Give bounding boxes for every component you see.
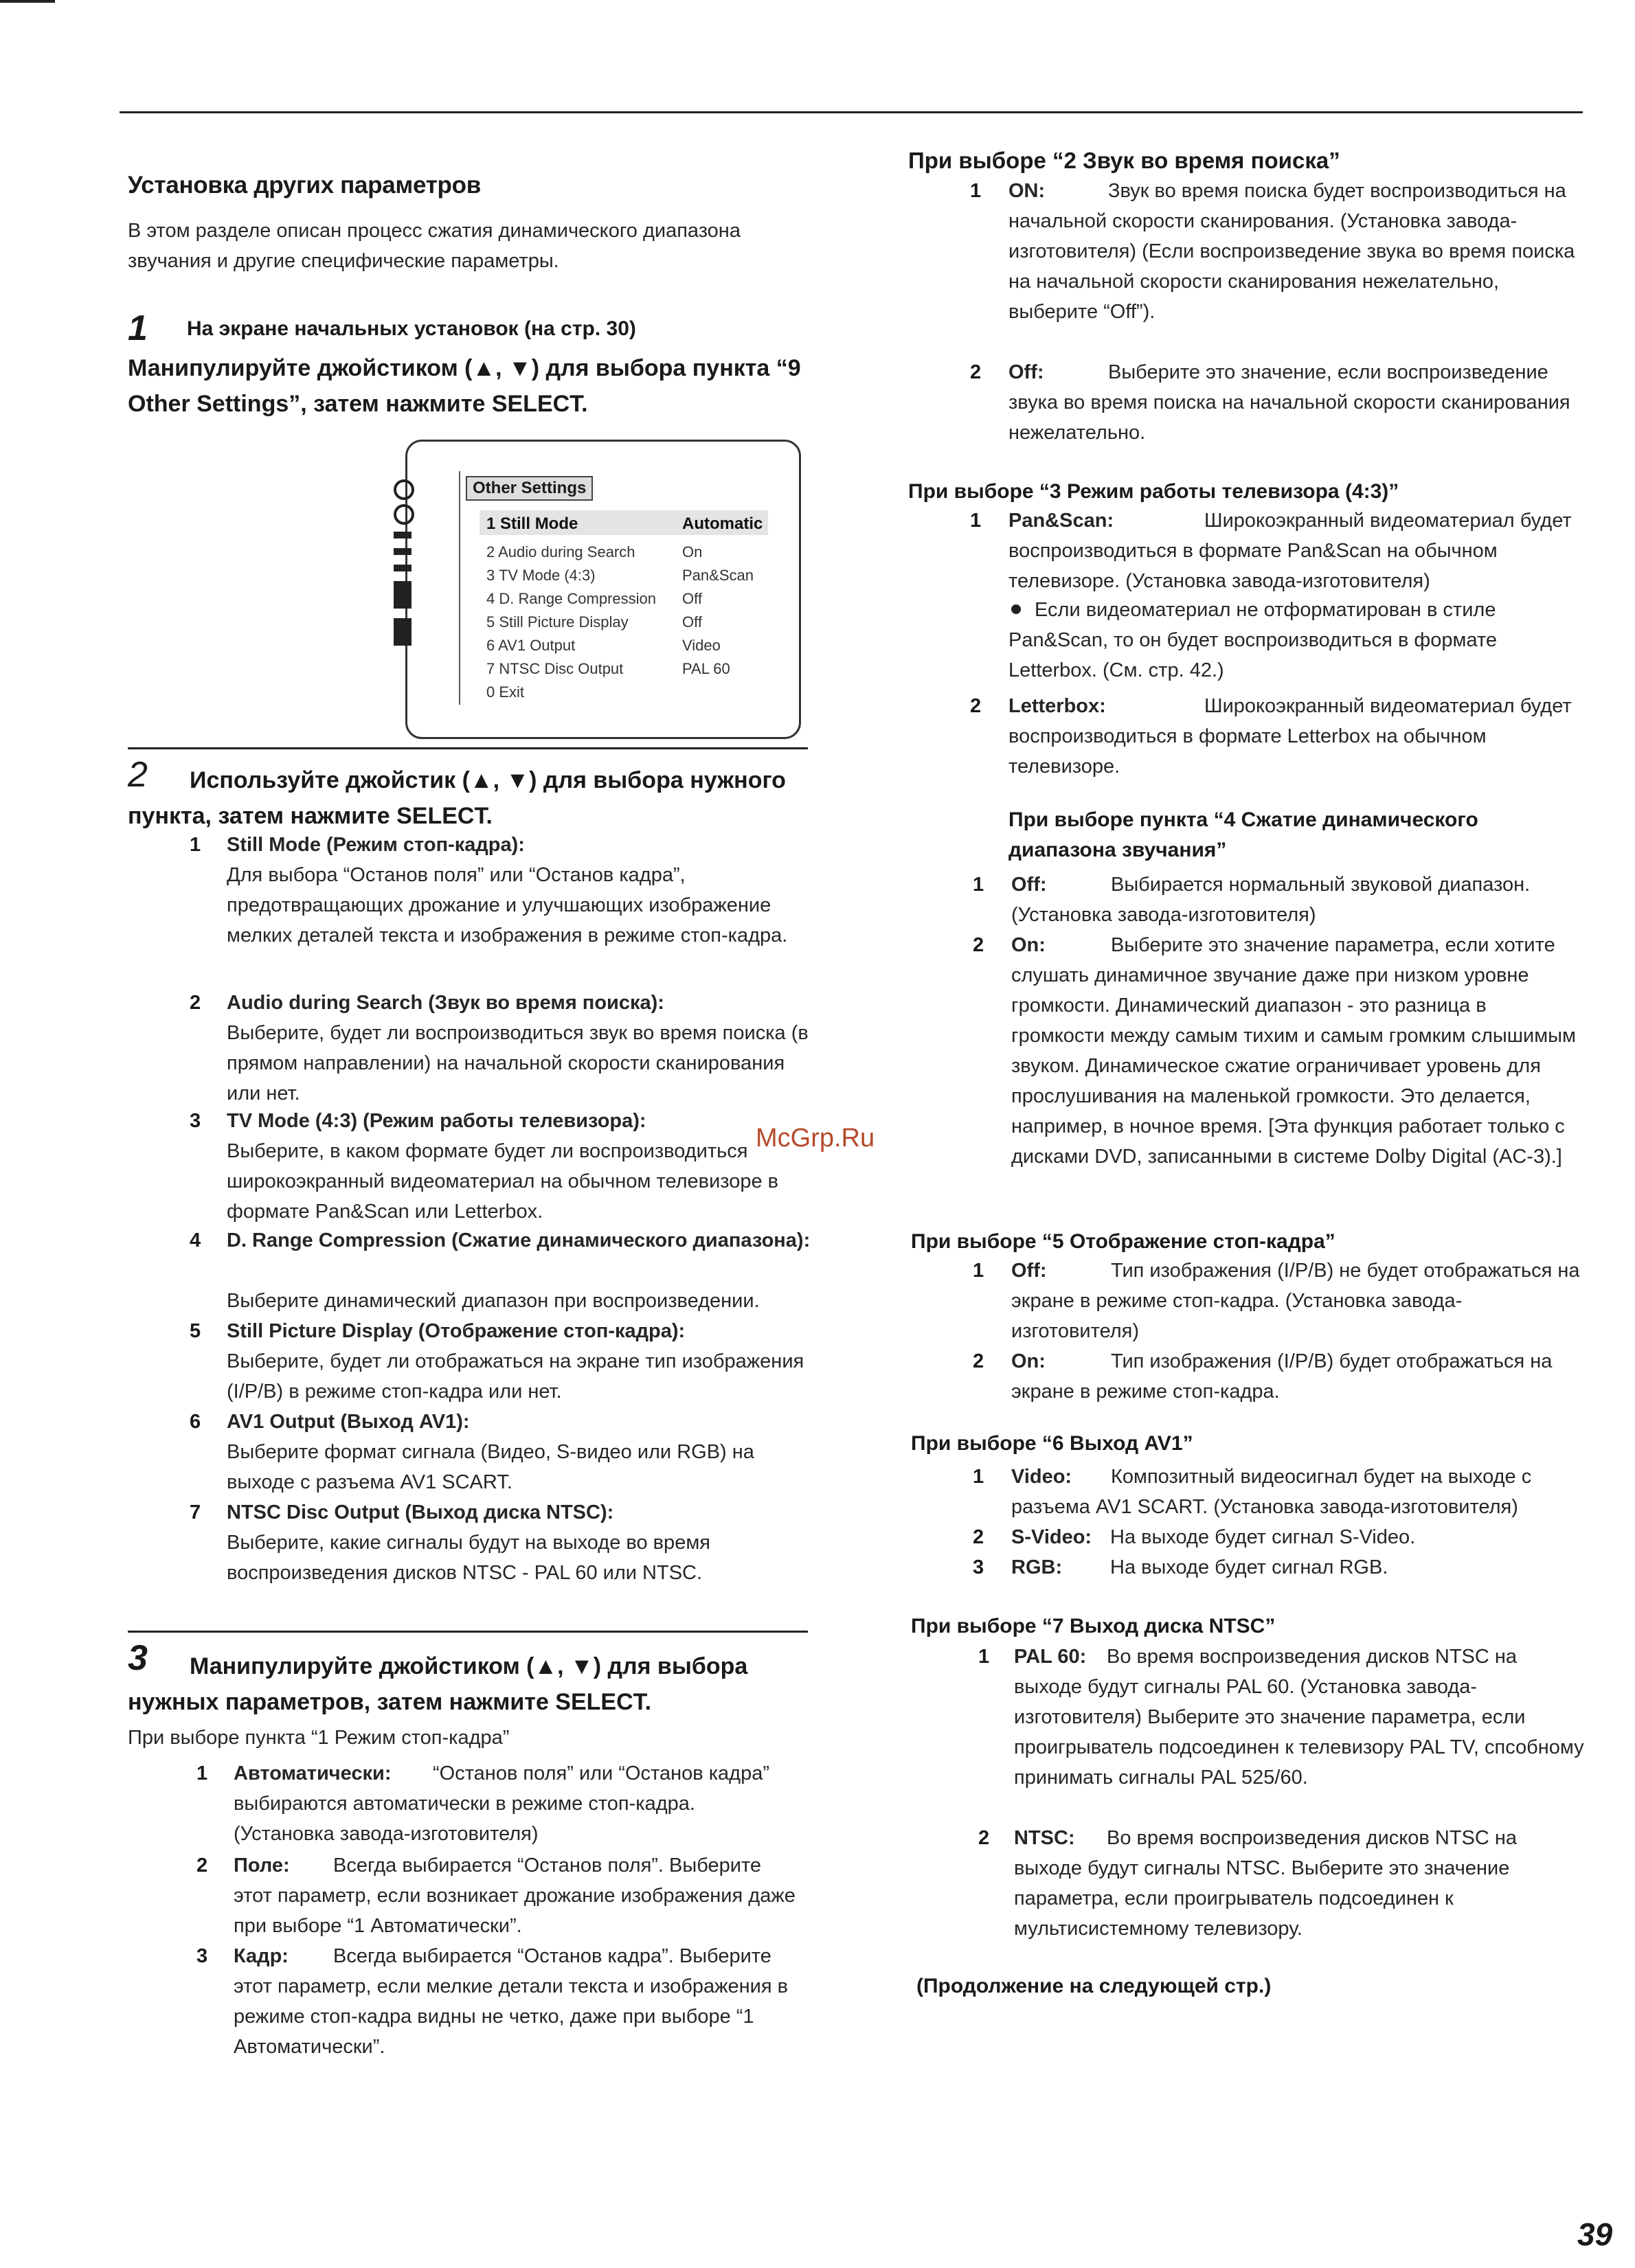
g4-title: При выборе пункта “4 Сжатие динамического диапазона звучания”: [1008, 808, 1478, 861]
item-head: Still Picture Display (Отображение стоп-кадра):: [227, 1320, 686, 1342]
step2-number: 2: [128, 755, 148, 795]
item-head: TV Mode (4:3) (Режим работы телевизора):: [227, 1110, 646, 1132]
item-head: Кадр:: [234, 1945, 289, 1967]
section-title: Установка других параметров: [128, 172, 481, 199]
menu-item-value: Off: [682, 590, 702, 607]
item-head: Off:: [1008, 361, 1044, 383]
item-head: Audio during Search (Звук во время поиска):: [227, 992, 664, 1014]
item-number: 1: [978, 1646, 990, 1668]
item-number: 2: [196, 1855, 208, 1876]
item-head: Still Mode (Режим стоп-кадра):: [227, 834, 525, 856]
item-body: Всегда выбирается “Останов поля”. Выберите этот параметр, если возникает дрожание изображения даже при выборе “1 Автоматически”.: [234, 1855, 796, 1937]
g2-title: При выборе “2 Звук во время поиска”: [908, 148, 1340, 173]
menu-item-label[interactable]: 7 NTSC Disc Output: [486, 660, 624, 677]
bar-icon: [394, 548, 411, 555]
item-body: Выберите это значение параметра, если хотите слушать динамичное звучание даже при низком уровне громкости. Динамический диапазон - это разница в громкости между самым тихим и самым громким слышимым звуком. Динамическое сжатие ограничивает уровень для прослушивания на маленькой громкости. Это делается, например, в ночное время. [Эта функция работает только с дисками DVD, записанными в системе Dolby Digital (AC-3).]: [1011, 934, 1576, 1168]
step3-rule: [128, 1631, 808, 1633]
menu-item-label[interactable]: 0 Exit: [486, 683, 525, 701]
step3-title: Манипулируйте джойстиком (▲, ▼) для выбора нужных параметров, затем нажмите SELECT.: [128, 1653, 748, 1715]
item-head: Off:: [1011, 874, 1047, 896]
item-head: D. Range Compression (Сжатие динамического диапазона):: [227, 1229, 811, 1251]
menu-item-label[interactable]: 1 Still Mode: [486, 514, 578, 533]
item-body: Выберите, будет ли воспроизводиться звук во время поиска (в прямом направлении) на начальной скорости сканирования или нет.: [227, 1022, 809, 1104]
item-body: Широкоэкранный видеоматериал будет воспроизводиться в формате Pan&Scan на обычном телевизоре. (Установка завода-изготовителя): [1008, 510, 1572, 592]
g3-title: При выборе “3 Режим работы телевизора (4:3)”: [908, 480, 1399, 503]
step1-title: Манипулируйте джойстиком (▲, ▼) для выбора пункта “9 Other Settings”, затем нажмите SELECT.: [128, 355, 801, 417]
item-number: 1: [970, 180, 982, 202]
item-number: 2: [973, 1350, 984, 1372]
item-body: Звук во время поиска будет воспроизводиться на начальной скорости сканирования. (Установка завода-изготовителя) (Если воспроизведение звука во время поиска на начальной скорости сканирования нежелательно, выберите “Off”).: [1008, 180, 1575, 323]
item-number: 3: [973, 1556, 984, 1578]
menu-side-icons: [394, 479, 414, 692]
intro-text: В этом разделе описан процесс сжатия динамического диапазона звучания и другие специфические параметры.: [128, 220, 741, 272]
item-body: Выберите формат сигнала (Видео, S-видео или RGB) на выходе с разъема AV1 SCART.: [227, 1441, 754, 1493]
item-number: 3: [196, 1945, 208, 1967]
item-head: Letterbox:: [1008, 695, 1106, 717]
step1-sub: На экране начальных установок (на стр. 30): [187, 317, 636, 340]
item-number: 2: [970, 695, 982, 717]
menu-item-label[interactable]: 4 D. Range Compression: [486, 590, 657, 607]
grid-icon: [394, 581, 411, 609]
item-number: 6: [190, 1411, 201, 1433]
item-body: “Останов поля” или “Останов кадра” выбираются автоматически в режиме стоп-кадра. (Установка завода-изготовителя): [234, 1762, 770, 1845]
item-head: Поле:: [234, 1855, 290, 1876]
menu-item-value: Pan&Scan: [682, 567, 754, 584]
item-number: 1: [190, 834, 201, 856]
item-body: Всегда выбирается “Останов кадра”. Выберите этот параметр, если мелкие детали текста и изображения в режиме стоп-кадра видны не четко, даже при выборе “1 Автоматически”.: [234, 1945, 788, 2058]
item-body: Выберите, будет ли отображаться на экране тип изображения (I/P/B) в режиме стоп-кадра или нет.: [227, 1350, 804, 1403]
item-number: 2: [973, 934, 984, 956]
disc-icon: [394, 504, 414, 525]
item-number: 4: [190, 1229, 201, 1251]
item-head: On:: [1011, 1350, 1046, 1372]
item-head: NTSC:: [1014, 1827, 1075, 1849]
item-head: On:: [1011, 934, 1046, 956]
item-head: Off:: [1011, 1260, 1047, 1282]
menu-item-value: On: [682, 543, 703, 560]
item-note: Если видеоматериал не отформатирован в стиле Pan&Scan, то он будет воспроизводиться в формате Letterbox. (См. стр. 42.): [1008, 599, 1498, 681]
watermark: McGrp.Ru: [756, 1124, 875, 1153]
item-body: Во время воспроизведения дисков NTSC на выходе будут сигналы NTSC. Выберите это значение параметра, если проигрыватель подсоединен к мультисистемному телевизору.: [1014, 1827, 1518, 1940]
item-number: 2: [973, 1526, 984, 1548]
item-number: 5: [190, 1320, 201, 1342]
menu-header: Other Settings: [466, 476, 593, 501]
item-head: PAL 60:: [1014, 1646, 1087, 1668]
menu-item-value: Automatic: [682, 514, 763, 533]
item-body: На выходе будет сигнал RGB.: [1110, 1556, 1388, 1578]
item-head: RGB:: [1011, 1556, 1063, 1578]
item-head: Video:: [1011, 1466, 1072, 1488]
item-body: Композитный видеосигнал будет на выходе с разъема AV1 SCART. (Установка завода-изготовителя): [1011, 1466, 1532, 1518]
menu-item-value: Video: [682, 637, 721, 654]
item-number: 1: [973, 874, 984, 896]
menu-item-value: Off: [682, 613, 702, 631]
item-body: Тип изображения (I/P/B) будет отображаться на экране в режиме стоп-кадра.: [1011, 1350, 1553, 1403]
item-number: 1: [973, 1466, 984, 1488]
item-head: NTSC Disc Output (Выход диска NTSC):: [227, 1501, 614, 1523]
step2-title: Используйте джойстик (▲, ▼) для выбора нужного пункта, затем нажмите SELECT.: [128, 767, 786, 829]
item-head: S-Video:: [1011, 1526, 1092, 1548]
item-body: Выберите это значение, если воспроизведение звука во время поиска на начальной скорости сканирования нежелательно.: [1008, 361, 1570, 444]
item-number: 1: [970, 510, 982, 532]
item-body: Для выбора “Останов поля” или “Останов кадра”, предотвращающих дрожание и улучшающих изображение мелких деталей текста и изображения в режиме стоп-кадра.: [227, 864, 788, 946]
page-number: 39: [1577, 2216, 1613, 2252]
corner-mark: [0, 0, 55, 3]
item-number: 1: [196, 1762, 208, 1784]
item-number: 1: [973, 1260, 984, 1282]
item-number: 2: [978, 1827, 990, 1849]
item-number: 2: [190, 992, 201, 1014]
item-head: Pan&Scan:: [1008, 510, 1114, 532]
other-settings-menu: [405, 440, 801, 739]
item-body: Выберите, в каком формате будет ли воспроизводиться широкоэкранный видеоматериал на обычном телевизоре в формате Pan&Scan или Letterbox.: [227, 1140, 779, 1223]
menu-item-label[interactable]: 3 TV Mode (4:3): [486, 567, 596, 584]
menu-item-label[interactable]: 2 Audio during Search: [486, 543, 635, 560]
menu-item-label[interactable]: 5 Still Picture Display: [486, 613, 629, 631]
item-body: Широкоэкранный видеоматериал будет воспроизводиться в формате Letterbox на обычном телевизоре.: [1008, 695, 1572, 778]
item-body: Во время воспроизведения дисков NTSC на выходе будут сигналы PAL 60. (Установка завода-изготовителя) Выберите это значение параметра, если проигрыватель подсоединен к телевизору PAL TV, спсобному принимать сигналы PAL 525/60.: [1014, 1646, 1584, 1789]
item-number: 7: [190, 1501, 201, 1523]
disc-icon: [394, 479, 414, 500]
bar-icon: [394, 565, 411, 571]
item-body: Тип изображения (I/P/B) не будет отображаться на экране в режиме стоп-кадра. (Установка завода-изготовителя): [1011, 1260, 1580, 1342]
g7-title: При выборе “7 Выход диска NTSC”: [911, 1615, 1276, 1637]
menu-item-label[interactable]: 6 AV1 Output: [486, 637, 576, 654]
item-head: ON:: [1008, 180, 1046, 202]
item-head: AV1 Output (Выход AV1):: [227, 1411, 470, 1433]
item-body: На выходе будет сигнал S-Video.: [1110, 1526, 1416, 1548]
item-body: Выберите, какие сигналы будут на выходе во время воспроизведения дисков NTSC - PAL 60 или NTSC.: [227, 1532, 710, 1584]
step2-rule: [128, 747, 808, 749]
item-number: 3: [190, 1110, 201, 1132]
item-number: 2: [970, 361, 982, 383]
header-rule: [120, 111, 1583, 113]
item-body: Выберите динамический диапазон при воспроизведении.: [227, 1290, 760, 1312]
item-head: Автоматически:: [234, 1762, 392, 1784]
g5-title: При выборе “5 Отображение стоп-кадра”: [911, 1230, 1335, 1253]
grid-icon: [394, 618, 411, 646]
step3-sub: При выборе пункта “1 Режим стоп-кадра”: [128, 1727, 510, 1749]
bar-icon: [394, 532, 411, 538]
g6-title: При выборе “6 Выход AV1”: [911, 1432, 1193, 1455]
step1-number: 1: [128, 308, 148, 348]
item-body: Выбирается нормальный звуковой диапазон. (Установка завода-изготовителя): [1011, 874, 1531, 926]
step3-number: 3: [128, 1638, 148, 1678]
continued-note: (Продолжение на следующей стр.): [916, 1975, 1272, 1997]
menu-item-value: PAL 60: [682, 660, 730, 677]
